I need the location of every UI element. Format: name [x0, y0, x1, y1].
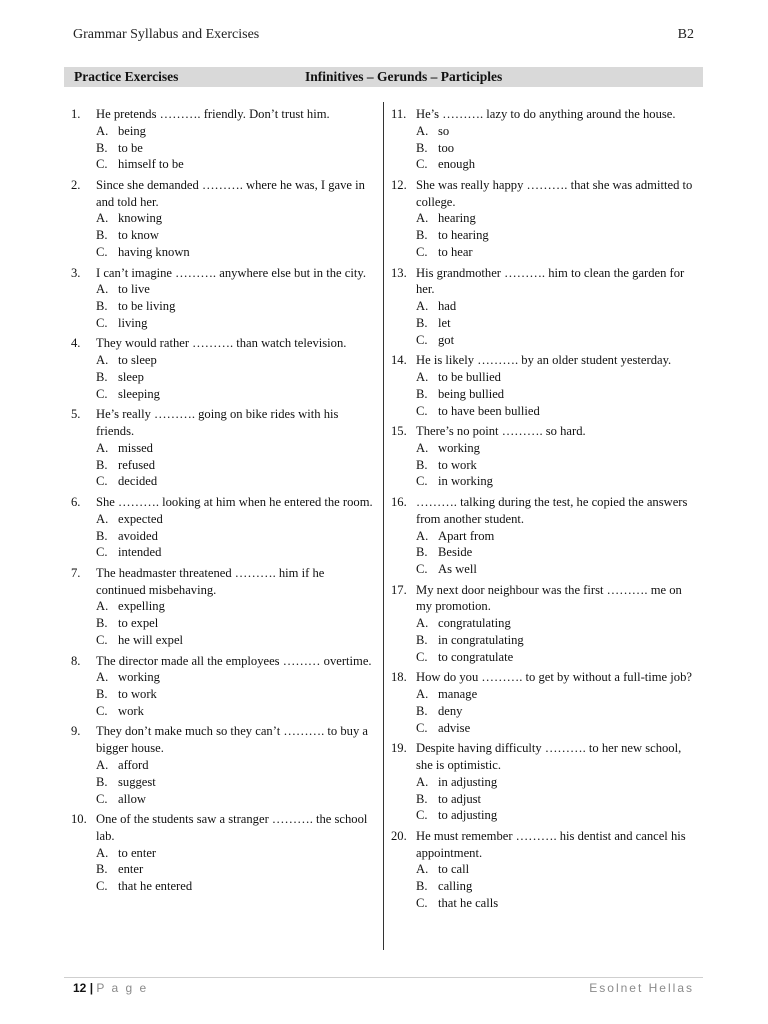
question-item — [391, 740, 696, 824]
option-letter: C. — [96, 245, 108, 260]
answer-option — [416, 140, 696, 157]
option-text: working — [118, 670, 160, 685]
question-item — [71, 106, 376, 173]
option-text: to be bullied — [438, 370, 501, 385]
answer-option — [416, 544, 696, 561]
question-item — [391, 494, 696, 578]
answer-option — [96, 703, 376, 720]
answer-option — [416, 156, 696, 173]
answer-option — [96, 861, 376, 878]
page-footer — [73, 981, 694, 995]
option-letter: A. — [416, 687, 429, 702]
answer-option — [96, 757, 376, 774]
option-text: to adjusting — [438, 808, 498, 823]
question-text: One of the students saw a stranger ………. the school lab. — [96, 812, 368, 843]
answer-option — [416, 895, 696, 912]
question-item — [391, 177, 696, 261]
question-number: 17. — [391, 582, 407, 597]
answer-option — [416, 210, 696, 227]
answer-option — [416, 720, 696, 737]
option-letter: C. — [96, 315, 108, 330]
question-text: They would rather ………. than watch television. — [96, 336, 347, 351]
question-item — [71, 406, 376, 490]
question-item — [71, 653, 376, 720]
option-letter: A. — [96, 211, 109, 226]
option-text: hearing — [438, 211, 476, 226]
answer-option — [416, 649, 696, 666]
answer-option — [96, 281, 376, 298]
answer-option — [96, 227, 376, 244]
option-letter: B. — [416, 140, 428, 155]
option-text: As well — [438, 562, 477, 577]
answer-option — [96, 156, 376, 173]
answer-option — [416, 440, 696, 457]
answer-option — [416, 298, 696, 315]
option-letter: B. — [416, 228, 428, 243]
option-text: to know — [118, 228, 159, 243]
option-letter: A. — [96, 440, 109, 455]
option-text: afford — [118, 757, 149, 772]
answer-option — [416, 615, 696, 632]
publisher-name: Esolnet Hellas — [589, 981, 694, 995]
option-letter: A. — [96, 599, 109, 614]
option-text: sleep — [118, 370, 144, 385]
option-text: enter — [118, 862, 144, 877]
question-text: His grandmother ………. him to clean the garden for her. — [416, 265, 685, 297]
question-text: How do you ………. to get by without a full-time job? — [416, 670, 692, 685]
option-letter: C. — [96, 879, 108, 894]
option-letter: A. — [96, 511, 109, 526]
option-letter: C. — [416, 245, 428, 260]
answer-option — [96, 845, 376, 862]
question-item — [391, 106, 696, 173]
option-text: knowing — [118, 211, 163, 226]
option-letter: A. — [416, 774, 429, 789]
question-text: ………. talking during the test, he copied the answers from another student. — [416, 494, 688, 526]
document-title: Grammar Syllabus and Exercises — [73, 27, 260, 42]
option-text: that he calls — [438, 896, 499, 911]
option-letter: A. — [416, 299, 429, 314]
option-letter: C. — [96, 386, 108, 401]
page-number: 12 — [73, 981, 87, 995]
question-number: 11. — [391, 107, 407, 121]
option-letter: B. — [416, 791, 428, 806]
option-text: avoided — [118, 528, 158, 543]
option-letter: C. — [416, 403, 428, 418]
option-letter: B. — [416, 879, 428, 894]
option-letter: C. — [416, 562, 428, 577]
option-letter: A. — [416, 211, 429, 226]
question-text: She ………. looking at him when he entered the room. — [96, 494, 373, 509]
answer-option — [96, 669, 376, 686]
answer-option — [96, 544, 376, 561]
option-letter: B. — [96, 140, 108, 155]
option-letter: B. — [96, 299, 108, 314]
page-header — [73, 27, 694, 43]
question-number: 15. — [391, 424, 407, 439]
answer-option — [416, 227, 696, 244]
question-number: 20. — [391, 828, 407, 843]
answer-option — [416, 774, 696, 791]
question-number: 10. — [71, 812, 87, 827]
question-number: 1. — [71, 107, 81, 121]
answer-option — [416, 561, 696, 578]
answer-option — [416, 807, 696, 824]
option-text: that he entered — [118, 879, 193, 894]
answer-option — [96, 244, 376, 261]
option-text: so — [438, 123, 450, 138]
question-text: He’s really ………. going on bike rides with his friends. — [96, 407, 339, 439]
question-item — [391, 352, 696, 419]
question-number: 4. — [71, 336, 81, 351]
option-text: calling — [438, 879, 473, 894]
option-text: to work — [438, 457, 477, 472]
option-text: to hear — [438, 245, 473, 260]
option-letter: B. — [96, 774, 108, 789]
question-item — [391, 423, 696, 490]
answer-option — [416, 386, 696, 403]
option-text: manage — [438, 687, 478, 702]
option-text: to be — [118, 140, 143, 155]
option-text: in adjusting — [438, 774, 498, 789]
option-text: enough — [438, 157, 476, 172]
option-letter: B. — [416, 386, 428, 401]
option-text: he will expel — [118, 633, 184, 648]
option-letter: B. — [416, 633, 428, 648]
question-text: He must remember ………. his dentist and cancel his appointment. — [416, 828, 686, 860]
answer-option — [96, 511, 376, 528]
option-letter: A. — [416, 528, 429, 543]
question-text: I can’t imagine ………. anywhere else but in the city. — [96, 265, 366, 280]
option-text: too — [438, 140, 455, 155]
answer-option — [96, 774, 376, 791]
question-item — [391, 669, 696, 736]
option-letter: A. — [96, 123, 109, 138]
question-number: 12. — [391, 177, 407, 192]
option-text: expected — [118, 511, 163, 526]
question-number: 13. — [391, 265, 407, 280]
question-text: They don’t make much so they can’t ………. to buy a bigger house. — [96, 724, 368, 756]
option-text: to adjust — [438, 791, 482, 806]
option-letter: B. — [96, 370, 108, 385]
option-letter: A. — [96, 670, 109, 685]
option-text: got — [438, 332, 455, 347]
answer-option — [416, 473, 696, 490]
question-item — [71, 335, 376, 402]
question-number: 18. — [391, 670, 407, 685]
option-letter: B. — [96, 528, 108, 543]
question-item — [71, 177, 376, 261]
option-letter: A. — [96, 757, 109, 772]
option-text: to expel — [118, 616, 159, 631]
option-text: living — [118, 315, 148, 330]
answer-option — [96, 352, 376, 369]
option-letter: A. — [96, 845, 109, 860]
option-letter: C. — [416, 720, 428, 735]
answer-option — [96, 791, 376, 808]
option-letter: C. — [416, 808, 428, 823]
question-item — [391, 582, 696, 666]
option-text: Apart from — [438, 528, 495, 543]
option-text: work — [118, 703, 144, 718]
question-text: He is likely ………. by an older student yesterday. — [416, 353, 672, 368]
option-letter: C. — [416, 474, 428, 489]
page-separator: | — [89, 981, 94, 995]
question-text: The director made all the employees ……… overtime. — [96, 653, 372, 668]
option-letter: A. — [416, 370, 429, 385]
option-letter: A. — [416, 862, 429, 877]
option-letter: B. — [96, 457, 108, 472]
answer-option — [96, 369, 376, 386]
answer-option — [96, 140, 376, 157]
option-letter: B. — [416, 703, 428, 718]
option-letter: A. — [416, 440, 429, 455]
answer-option — [96, 528, 376, 545]
option-letter: C. — [96, 703, 108, 718]
footer-rule — [64, 977, 703, 978]
option-text: suggest — [118, 774, 156, 789]
answer-option — [416, 403, 696, 420]
option-text: refused — [118, 457, 156, 472]
right-question-column — [391, 106, 696, 916]
option-text: working — [438, 440, 480, 455]
option-letter: B. — [416, 457, 428, 472]
answer-option — [416, 244, 696, 261]
answer-option — [96, 386, 376, 403]
option-text: expelling — [118, 599, 165, 614]
option-text: to work — [118, 687, 157, 702]
question-number: 8. — [71, 653, 81, 668]
option-text: had — [438, 299, 457, 314]
answer-option — [416, 369, 696, 386]
question-text: My next door neighbour was the first ………. me on my promotion. — [416, 582, 682, 614]
option-text: in working — [438, 474, 493, 489]
answer-option — [96, 457, 376, 474]
question-text: The headmaster threatened ………. him if he continued misbehaving. — [96, 565, 325, 597]
answer-option — [96, 440, 376, 457]
option-letter: B. — [416, 545, 428, 560]
option-text: allow — [118, 791, 146, 806]
question-text: Since she demanded ………. where he was, I gave in and told her. — [96, 177, 365, 209]
answer-option — [96, 315, 376, 332]
option-letter: B. — [96, 687, 108, 702]
option-text: to sleep — [118, 353, 157, 368]
option-letter: B. — [96, 228, 108, 243]
option-letter: B. — [96, 616, 108, 631]
question-number: 2. — [71, 177, 81, 192]
option-letter: C. — [416, 332, 428, 347]
question-text: Despite having difficulty ………. to her new school, she is optimistic. — [416, 741, 682, 772]
answer-option — [416, 123, 696, 140]
answer-option — [96, 878, 376, 895]
answer-option — [96, 686, 376, 703]
question-number: 6. — [71, 494, 81, 509]
option-text: having known — [118, 245, 190, 260]
option-text: to call — [438, 862, 470, 877]
answer-option — [96, 473, 376, 490]
option-text: to have been bullied — [438, 403, 540, 418]
option-text: intended — [118, 545, 162, 560]
answer-option — [416, 528, 696, 545]
option-text: Beside — [438, 545, 473, 560]
option-letter: C. — [96, 791, 108, 806]
answer-option — [416, 686, 696, 703]
question-number: 3. — [71, 265, 81, 280]
question-number: 16. — [391, 494, 407, 509]
answer-option — [416, 632, 696, 649]
answer-option — [416, 791, 696, 808]
option-letter: C. — [96, 633, 108, 648]
option-text: to enter — [118, 845, 157, 860]
option-text: being — [118, 123, 146, 138]
question-item — [71, 811, 376, 895]
option-text: deny — [438, 703, 463, 718]
answer-option — [416, 861, 696, 878]
question-text: He pretends ………. friendly. Don’t trust him. — [96, 107, 330, 121]
section-band — [64, 67, 703, 87]
question-number: 5. — [71, 407, 81, 422]
option-letter: C. — [96, 474, 108, 489]
answer-option — [96, 632, 376, 649]
answer-option — [416, 878, 696, 895]
question-item — [71, 565, 376, 649]
option-text: decided — [118, 474, 158, 489]
option-text: sleeping — [118, 386, 160, 401]
answer-option — [96, 598, 376, 615]
option-letter: A. — [96, 353, 109, 368]
column-divider — [383, 102, 384, 950]
question-item — [391, 265, 696, 349]
answer-option — [416, 332, 696, 349]
answer-option — [416, 315, 696, 332]
answer-option — [416, 457, 696, 474]
option-text: himself to be — [118, 157, 184, 172]
section-topic: Infinitives – Gerunds – Participles — [305, 69, 503, 84]
option-text: congratulating — [438, 616, 511, 631]
answer-option — [96, 210, 376, 227]
section-label: Practice Exercises — [74, 69, 179, 84]
left-question-column — [71, 106, 376, 899]
question-text: She was really happy ………. that she was admitted to college. — [416, 177, 693, 209]
option-letter: A. — [416, 123, 429, 138]
option-text: missed — [118, 440, 153, 455]
level-label: B2 — [677, 27, 694, 42]
option-text: to be living — [118, 299, 176, 314]
option-text: to live — [118, 282, 150, 297]
question-number: 7. — [71, 565, 81, 580]
question-item — [71, 723, 376, 807]
option-text: being bullied — [438, 386, 505, 401]
question-number: 14. — [391, 353, 407, 368]
option-text: let — [438, 315, 451, 330]
option-letter: A. — [416, 616, 429, 631]
answer-option — [96, 123, 376, 140]
option-letter: C. — [416, 649, 428, 664]
answer-option — [96, 298, 376, 315]
question-text: He’s ………. lazy to do anything around the house. — [416, 107, 676, 121]
page-indicator — [73, 981, 148, 995]
question-text: There’s no point ………. so hard. — [416, 424, 586, 439]
question-number: 19. — [391, 741, 407, 756]
question-item — [71, 265, 376, 332]
option-text: advise — [438, 720, 471, 735]
option-text: to hearing — [438, 228, 489, 243]
answer-option — [96, 615, 376, 632]
option-text: in congratulating — [438, 633, 524, 648]
option-letter: A. — [96, 282, 109, 297]
option-letter: C. — [96, 157, 108, 172]
option-text: to congratulate — [438, 649, 514, 664]
question-item — [391, 828, 696, 912]
option-letter: C. — [416, 157, 428, 172]
option-letter: B. — [416, 315, 428, 330]
answer-option — [416, 703, 696, 720]
page-word: P a g e — [96, 981, 149, 995]
option-letter: C. — [416, 896, 428, 911]
question-item — [71, 494, 376, 561]
option-letter: B. — [96, 862, 108, 877]
option-letter: C. — [96, 545, 108, 560]
question-number: 9. — [71, 724, 81, 739]
